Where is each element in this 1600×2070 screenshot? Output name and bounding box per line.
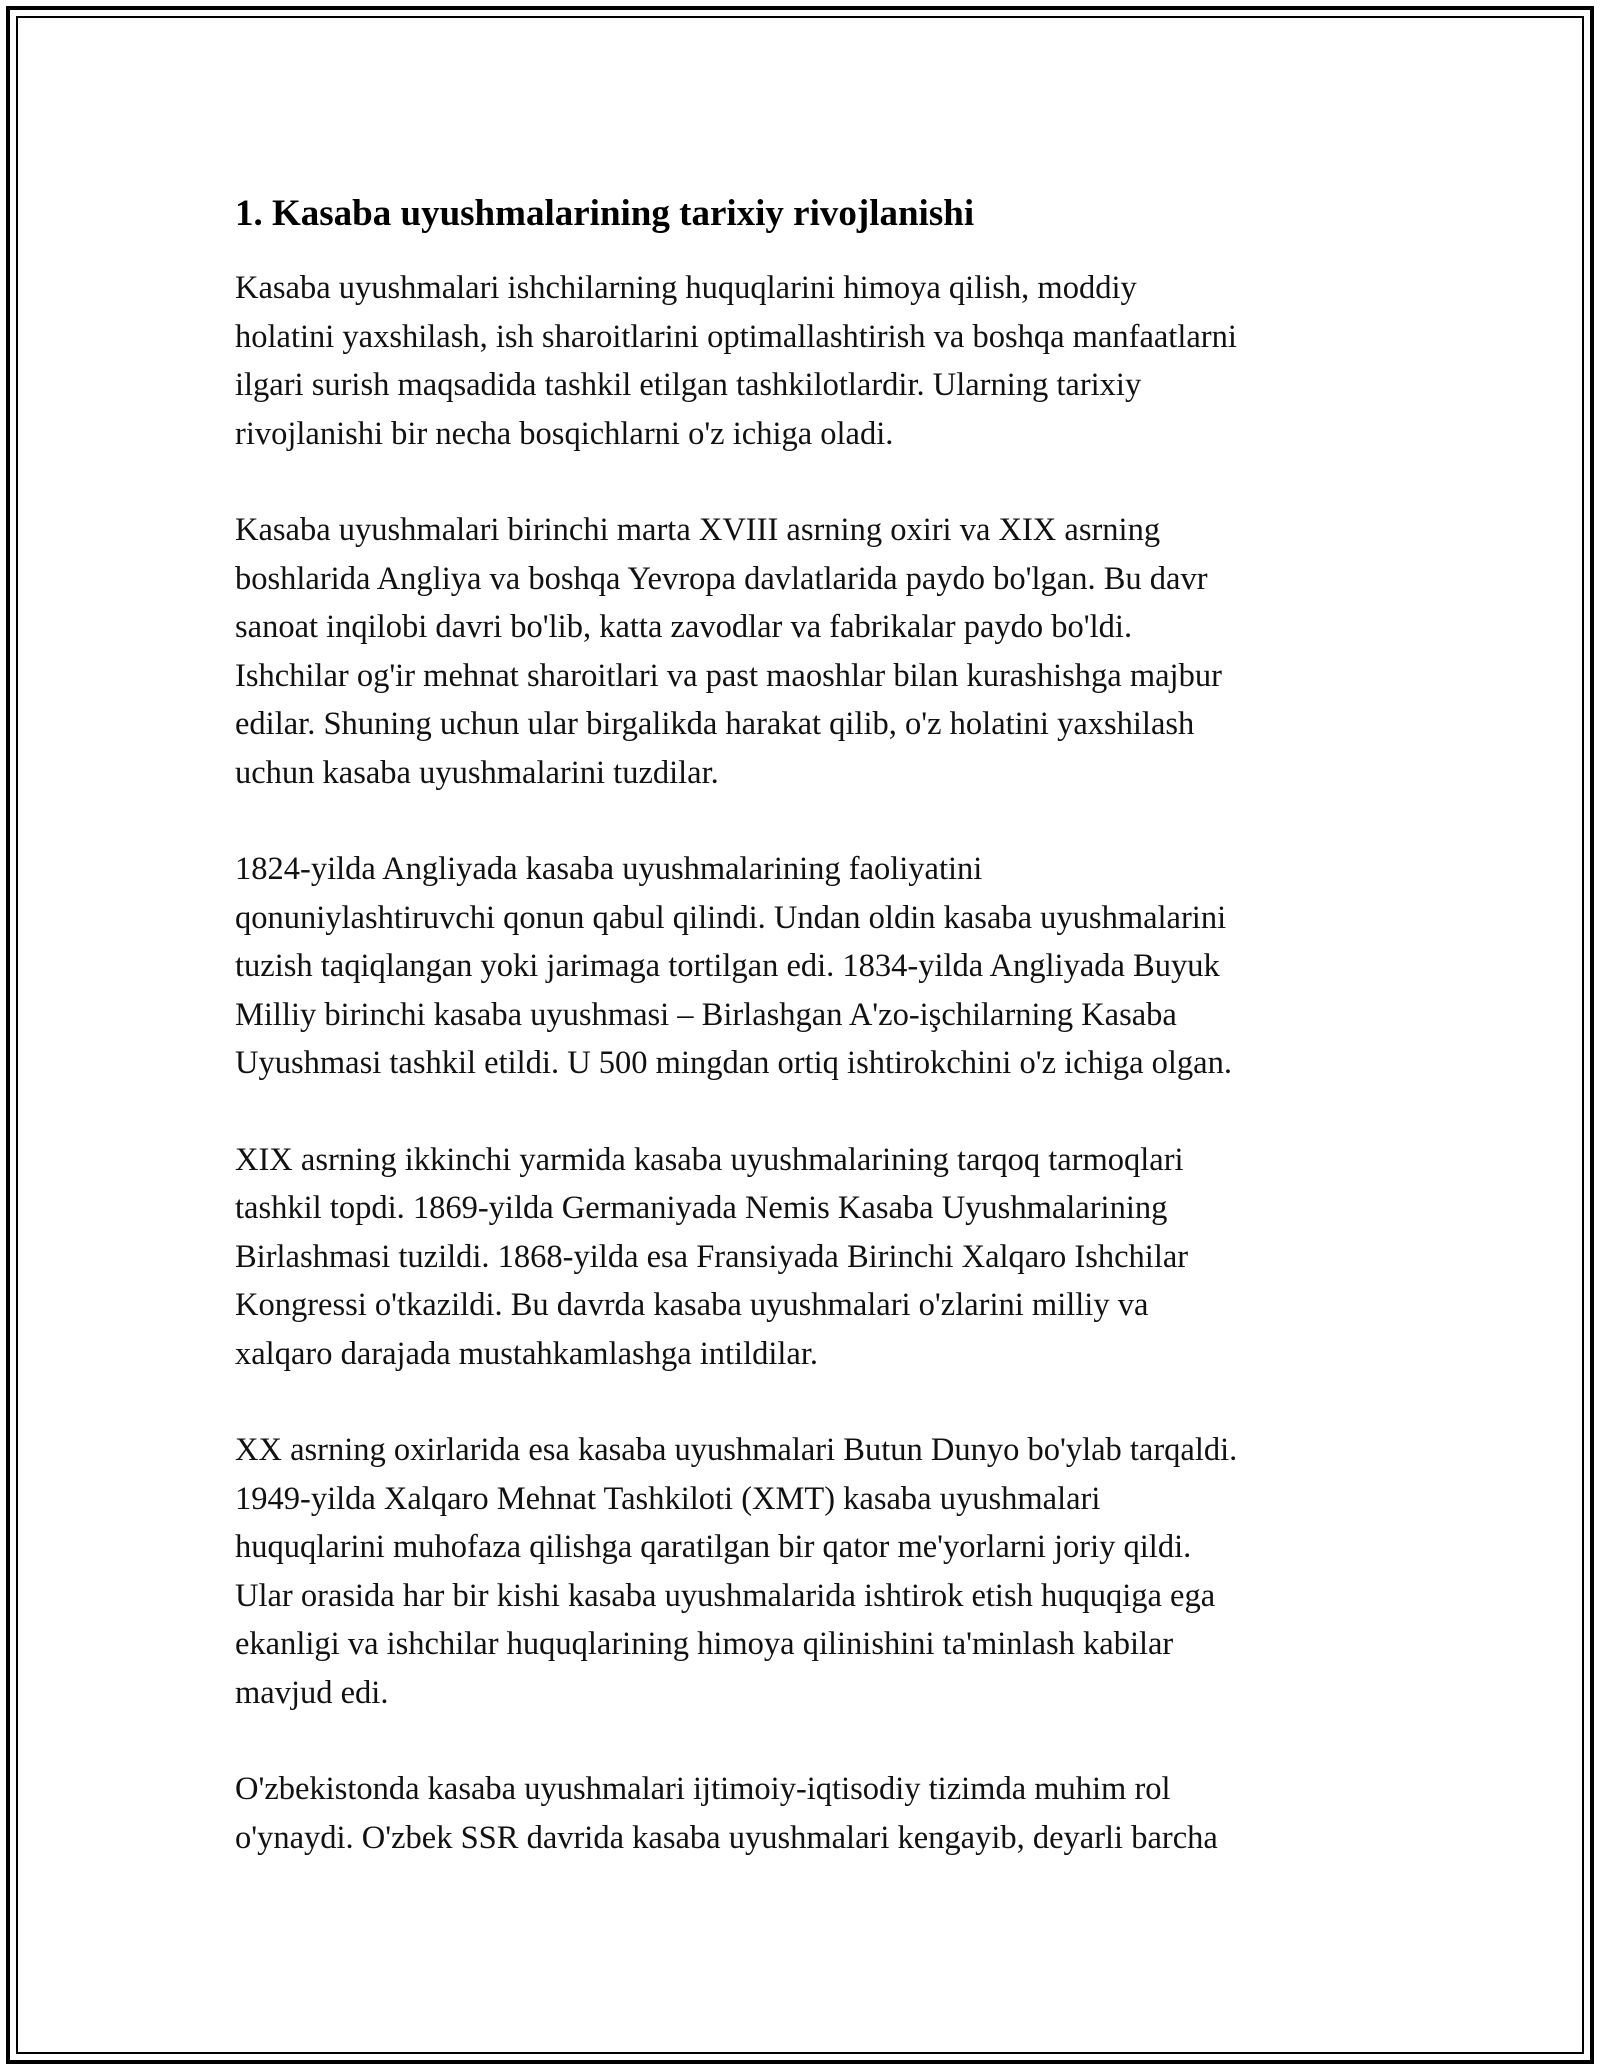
paragraph-origins: Kasaba uyushmalari birinchi marta XVIII asrning oxiri va XIX asrning boshlarida Angliya va boshqa Yevropa davlatlarida paydo bo'lgan. Bu davr sanoat inqilobi davri bo'lib, katta zavodlar va fabrikalar paydo bo'ldi. Ishchilar og'ir mehnat sharoitlari va past maoshlar bilan kurashishga majbur edilar. Shuning uchun ular birgalikda harakat qilib, o'z holatini yaxshilash uchun kasaba uyushmalarini tuzdilar. xyxy=(235,512,1222,791)
paragraph-uzbekistan: O'zbekistonda kasaba uyushmalari ijtimoiy-iqtisodiy tizimda muhim rol o'ynaydi. O'zbek SSR davrida kasaba uyushmalari kengayib, deyarli barcha xyxy=(235,1771,1218,1856)
section-heading: 1. Kasaba uyushmalarining tarixiy rivojlanishi xyxy=(235,193,975,234)
paragraph-introduction: Kasaba uyushmalari ishchilarning huquqlarini himoya qilish, moddiy holatini yaxshilash, ish sharoitlarini optimallashtirish va boshqa manfaatlarni ilgari surish maqsadida tashkil etilgan tashkilotlardir. Ularning tarixiy rivojlanishi bir necha bosqichlarni o'z ichiga oladi. xyxy=(235,270,1237,452)
paragraph-twentieth-century: XX asrning oxirlarida esa kasaba uyushmalari Butun Dunyo bo'ylab tarqaldi. 1949-yilda Xalqaro Mehnat Tashkiloti (XMT) kasaba uyushmalari huquqlarini muhofaza qilishga qaratilgan bir qator me'yorlarni joriy qildi. Ular orasida har bir kishi kasaba uyushmalarida ishtirok etish huquqiga ega ekanligi va ishchilar huquqlarining himoya qilinishini ta'minlash kabilar mavjud edi. xyxy=(235,1432,1238,1711)
document-body xyxy=(235,188,1385,1910)
paragraph-nineteenth-century: XIX asrning ikkinchi yarmida kasaba uyushmalarining tarqoq tarmoqlari tashkil topdi. 1869-yilda Germaniyada Nemis Kasaba Uyushmalarining Birlashmasi tuzildi. 1868-yilda esa Fransiyada Birinchi Xalqaro Ishchilar Kongressi o'tkazildi. Bu davrda kasaba uyushmalari o'zlarini milliy va xalqaro darajada mustahkamlashga intildilar. xyxy=(235,1141,1189,1372)
paragraph-legalization: 1824-yilda Angliyada kasaba uyushmalarining faoliyatini qonuniylashtiruvchi qonun qabul qilindi. Undan oldin kasaba uyushmalarini tuzish taqiqlangan yoki jarimaga tortilgan edi. 1834-yilda Angliyada Buyuk Milliy birinchi kasaba uyushmasi – Birlashgan A'zo-işchilarning Kasaba Uyushmasi tashkil etildi. U 500 mingdan ortiq ishtirokchini o'z ichiga olgan. xyxy=(235,851,1232,1081)
